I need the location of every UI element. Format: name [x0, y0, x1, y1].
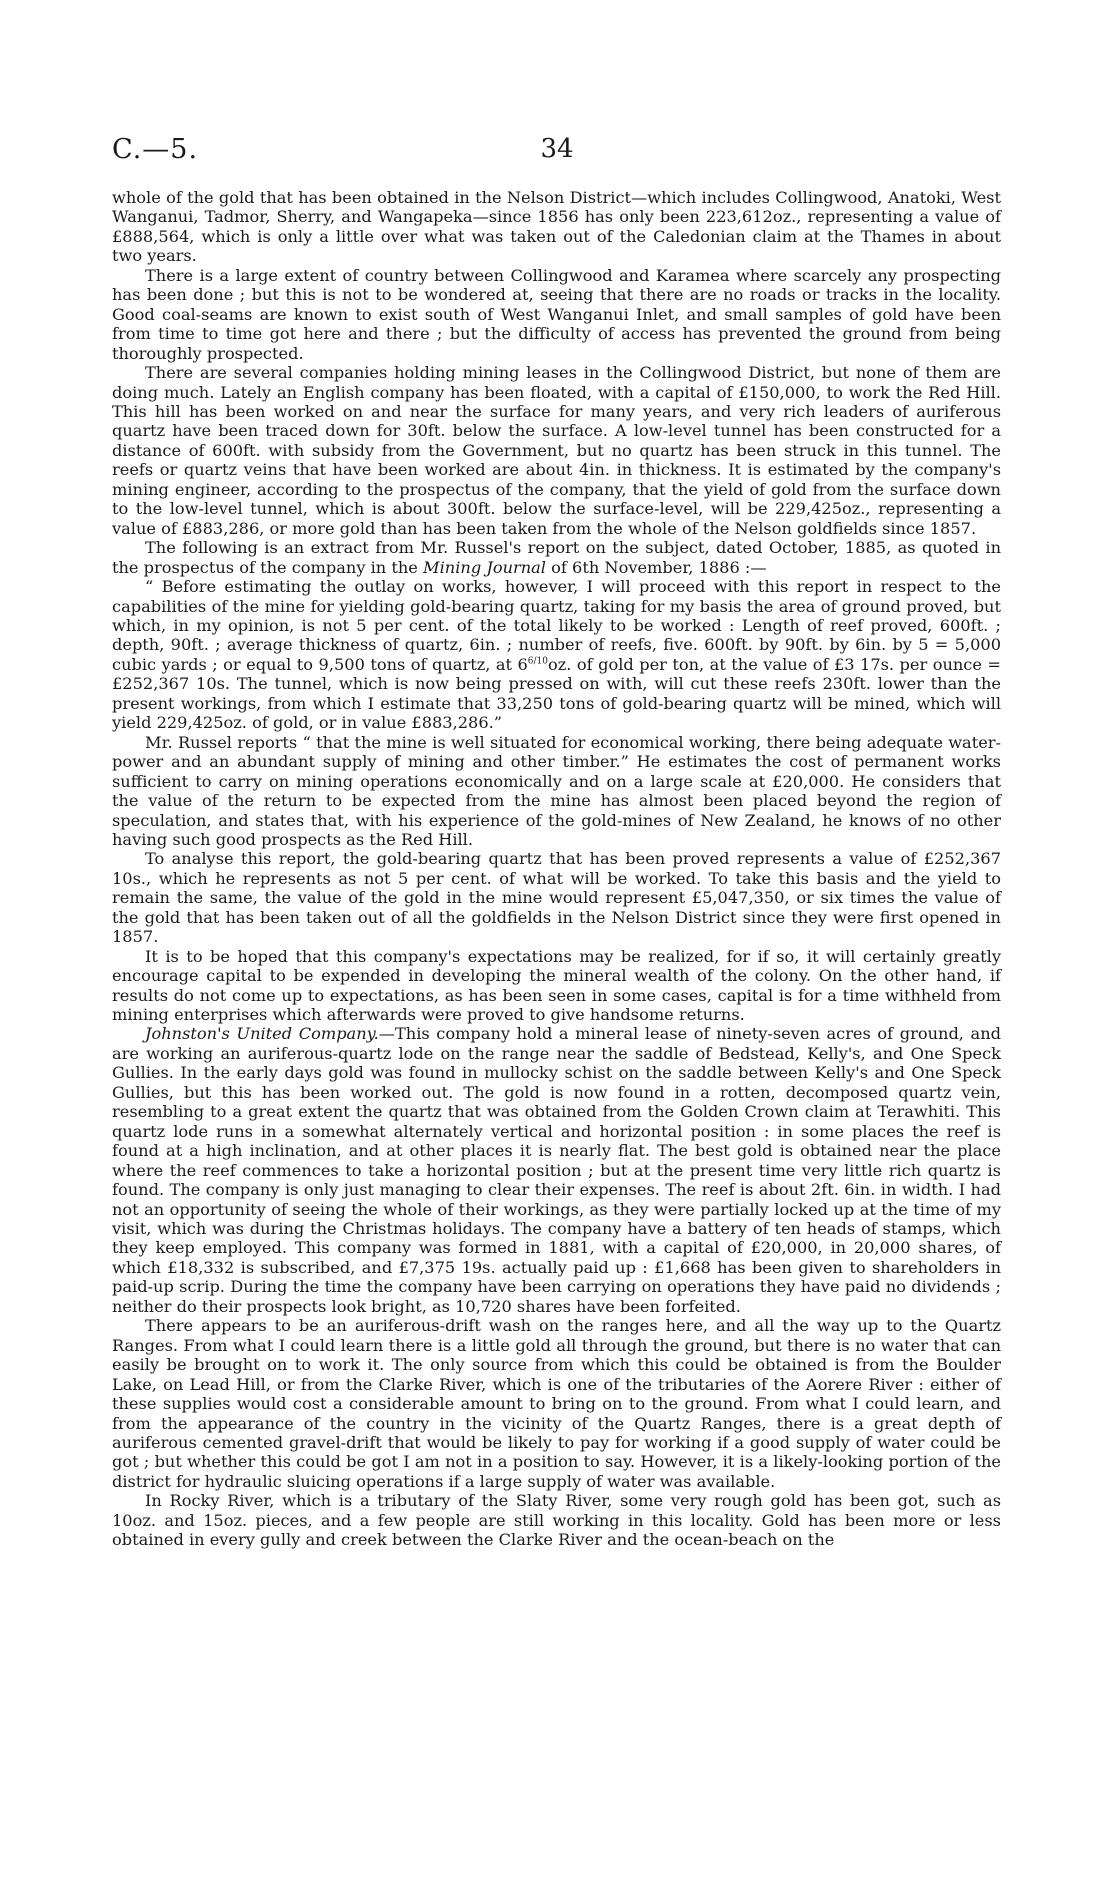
paragraph: There are several companies holding mining leases in the Collingwood District, but none of them are doing much. Lately an English company has been floated, with a capital of £150,000, to work the Red Hill. This hill has been worked on and near the surface for many years, and very rich leaders of auriferous quartz have been traced down for 30ft. below the surface. A low-level tunnel has been constructed for a distance of 600ft. with subsidy from the Government, but no quartz has been struck in this tunnel. The reefs or quartz veins that have been worked are about 4in. in thickness. It is estimated by the company's mining engineer, according to the prospectus of the company, that the yield of gold from the surface down to the low-level tunnel, which is about 300ft. below the surface-level, will be 229,425oz., representing a value of £883,286, or more gold than has been taken from the whole of the Nelson goldfields since 1857. [112, 363, 1001, 538]
paragraph: There is a large extent of country between Collingwood and Karamea where scarcely any prospecting has been done ; but this is not to be wondered at, seeing that there are no roads or tracks in the locality. Good coal-seams are known to exist south of West Wanganui Inlet, and small samples of gold have been from time to time got here and there ; but the difficulty of access has prevented the ground from being thoroughly prospected. [112, 265, 1001, 363]
paragraph [112, 538, 1001, 577]
body-text [112, 188, 1001, 1550]
paragraph [112, 1024, 1001, 1316]
paragraph: It is to be hoped that this company's expectations may be realized, for if so, it will certainly greatly encourage capital to be expended in developing the mineral wealth of the colony. On the other hand, if results do not come up to expectations, as has been seen in some cases, capital is for a time withheld from mining enterprises which afterwards were proved to give handsome returns. [112, 946, 1001, 1025]
text-span: —This company hold a mineral lease of ninety-seven acres of ground, and are working an auriferous-quartz lode on the range near the saddle of Bedstead, Kelly's, and One Speck Gullies. In the early days gold was found in mullocky schist on the saddle between Kelly's and One Speck Gullies, but this has been worked out. The gold is now found in a rotten, decomposed quartz vein, resembling to a great extent the quartz that was obtained from the Golden Crown claim at Terawhiti. This quartz lode runs in a somewhat alternately vertical and horizontal position : in some places the reef is found at a high inclination, and at other places it is nearly flat. The best gold is obtained near the place where the reef commences to take a horizontal position ; but at the present time very little rich quartz is found. The company is only just managing to clear their expenses. The reef is about 2ft. 6in. in width. I had not an opportunity of seeing the whole of their workings, as they were partially locked up at the time of my visit, which was during the Christmas holidays. The company have a battery of ten heads of stamps, which they keep employed. This company was formed in 1881, with a capital of £20,000, in 20,000 shares, of which £18,332 is subscribed, and £7,375 19s. actually paid up : £1,668 has been given to shareholders in paid-up scrip. During the time the company have been carrying on operations they have paid no dividends ; neither do their prospects look bright, as 10,720 shares have been forfeited. [112, 1024, 1001, 1316]
journal-title: Mining Journal [423, 557, 546, 577]
text-span: The following is an extract from Mr. Russel's report on the subject, dated October, 1885, as quoted in the prospectus of the company in the [112, 538, 1001, 577]
paragraph: Mr. Russel reports “ that the mine is well situated for economical working, there being adequate water-power and an abundant supply of mining and other timber.” He estimates the cost of permanent works sufficient to carry on mining operations economically and on a large scale at £20,000. He considers that the value of the return to be expected from the mine has almost been placed beyond the region of speculation, and states that, with his experience of the gold-mines of New Zealand, he knows of no other having such good prospects as the Red Hill. [112, 732, 1001, 849]
fraction: 6/10 [527, 656, 548, 667]
quoted-paragraph [112, 577, 1001, 733]
document-reference: C.—5. [112, 134, 199, 165]
page-number: 34 [540, 134, 574, 164]
page-header [112, 134, 1002, 174]
paragraph: There appears to be an auriferous-drift wash on the ranges here, and all the way up to the Quartz Ranges. From what I could learn there is a little gold all through the ground, but there is no water that can easily be brought on to work it. The only source from which this could be obtained is from the Boulder Lake, on Lead Hill, or from the Clarke River, which is one of the tributaries of the Aorere River : either of these supplies would cost a considerable amount to bring on to the ground. From what I could learn, and from the appearance of the country in the vicinity of the Quartz Ranges, there is a great depth of auriferous cemented gravel-drift that would be likely to pay for working if a good supply of water could be got ; but whether this could be got I am not in a position to say. However, it is a likely-looking portion of the district for hydraulic sluicing operations if a large supply of water was available. [112, 1316, 1001, 1491]
paragraph: In Rocky River, which is a tributary of the Slaty River, some very rough gold has been got, such as 10oz. and 15oz. pieces, and a few people are still working in this locality. Gold has been more or less obtained in every gully and creek between the Clarke River and the ocean-beach on the [112, 1491, 1001, 1550]
text-span: of 6th November, 1886 :— [546, 557, 767, 577]
paragraph: To analyse this report, the gold-bearing quartz that has been proved represents a value of £252,367 10s., which he represents as not 5 per cent. of what will be worked. To take this basis and the yield to remain the same, the value of the gold in the mine would represent £5,047,350, or six times the value of the gold that has been taken out of all the goldfields in the Nelson District since they were first opened in 1857. [112, 849, 1001, 947]
company-heading: Johnston's United Company. [145, 1024, 379, 1044]
text-span: oz. of gold per ton, at the value of £3 17s. per ounce = £252,367 10s. The tunnel, which is now being pressed on with, will cut these reefs 230ft. lower than the present workings, from which I estimate that 33,250 tons of gold-bearing quartz will be mined, which will yield 229,425oz. of gold, or in value £883,286.” [112, 654, 1001, 733]
text-span: “ Before estimating the outlay on works, however, I will proceed with this report in respect to the capabilities of the mine for yielding gold-bearing quartz, taking for my basis the area of ground proved, but which, in my opinion, is not 5 per cent. of the total likely to be worked : Length of reef proved, 600ft. ; depth, 90ft. ; average thickness of quartz, 6in. ; number of reefs, five. 600ft. by 90ft. by 6in. by 5 = 5,000 cubic yards ; or equal to 9,500 tons of quartz, at 6 [112, 577, 1001, 674]
paragraph: whole of the gold that has been obtained in the Nelson District—which includes Collingwood, Anatoki, West Wanganui, Tadmor, Sherry, and Wangapeka—since 1856 has only been 223,612oz., representing a value of £888,564, which is only a little over what was taken out of the Caledonian claim at the Thames in about two years. [112, 188, 1001, 266]
